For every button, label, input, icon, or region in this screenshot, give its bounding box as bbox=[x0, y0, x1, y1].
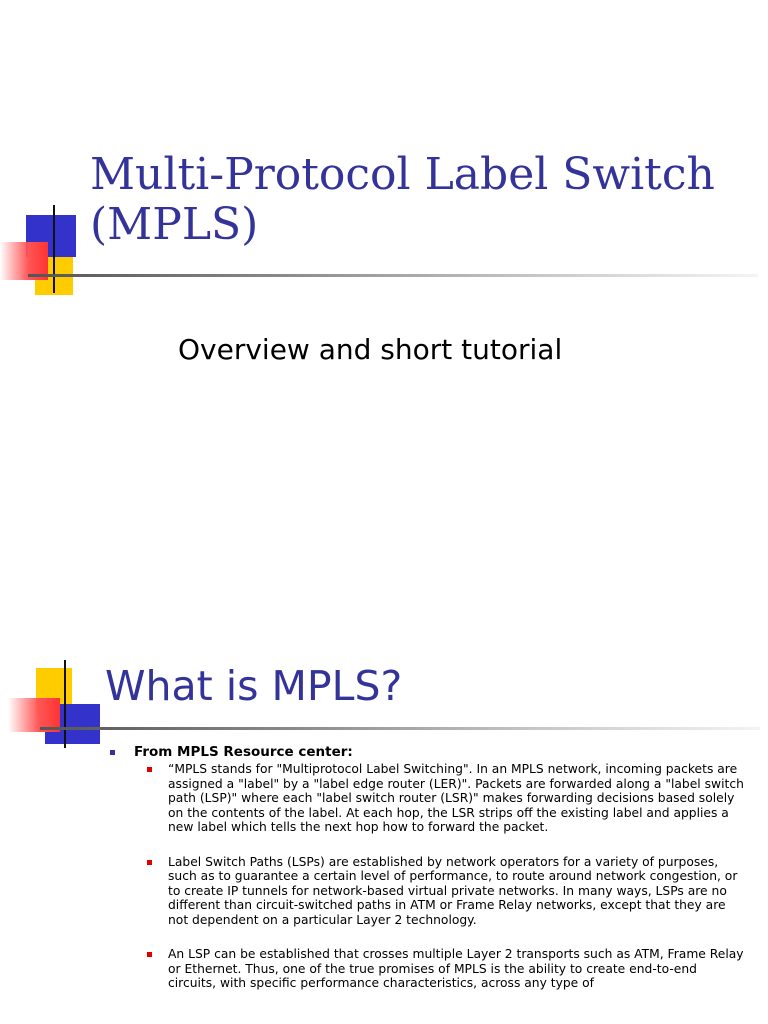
sub-bullet-item bbox=[105, 947, 745, 991]
slide-title: What is MPLS? bbox=[105, 662, 403, 710]
sub-bullet-item bbox=[105, 855, 745, 928]
vertical-line bbox=[53, 205, 55, 293]
sub-bullet-text: Label Switch Paths (LSPs) are established by network operators for a variety of purposes, such as to guarantee a certain level of performance, to route around network congestion, or to create IP tunnels for network-based virtual private networks. In many ways, LSPs are no different than circuit-switched paths in ATM or Frame Relay networks, except that they are not dependent on a particular Layer 2 technology. bbox=[168, 854, 738, 927]
decorative-squares bbox=[0, 205, 100, 295]
vertical-line bbox=[64, 660, 66, 748]
square-bullet-icon bbox=[147, 952, 152, 957]
title-underline bbox=[40, 727, 760, 730]
title-underline bbox=[28, 274, 758, 277]
square-bullet-icon bbox=[110, 750, 115, 755]
bullet-text: From MPLS Resource center: bbox=[134, 744, 353, 760]
slide-title: Multi-Protocol Label Switch (MPLS) bbox=[90, 149, 715, 250]
slide-body bbox=[105, 744, 745, 1011]
decorative-squares bbox=[0, 660, 110, 750]
sub-bullet-item bbox=[105, 762, 745, 835]
bullet-item bbox=[105, 744, 745, 760]
sub-bullet-text: “MPLS stands for "Multiprotocol Label Switching". In an MPLS network, incoming packets are assigned a "label" by a "label edge router (LER)". Packets are forwarded along a "label switch path (LSP)" where each "label switch router (LSR)" makes forwarding decisions based solely on the contents of the label. At each hop, the LSR strips off the existing label and applies a new label which tells the next hop how to forward the packet. bbox=[168, 762, 744, 834]
content-slide bbox=[0, 620, 768, 1024]
square-bullet-icon bbox=[147, 860, 152, 865]
sub-bullet-text: An LSP can be established that crosses multiple Layer 2 transports such as ATM, Frame Relay or Ethernet. Thus, one of the true promises of MPLS is the ability to create end-to-end circuits, with specific performance characteristics, across any type of bbox=[168, 947, 744, 990]
square-bullet-icon bbox=[147, 767, 152, 772]
slide-subtitle: Overview and short tutorial bbox=[178, 333, 563, 366]
